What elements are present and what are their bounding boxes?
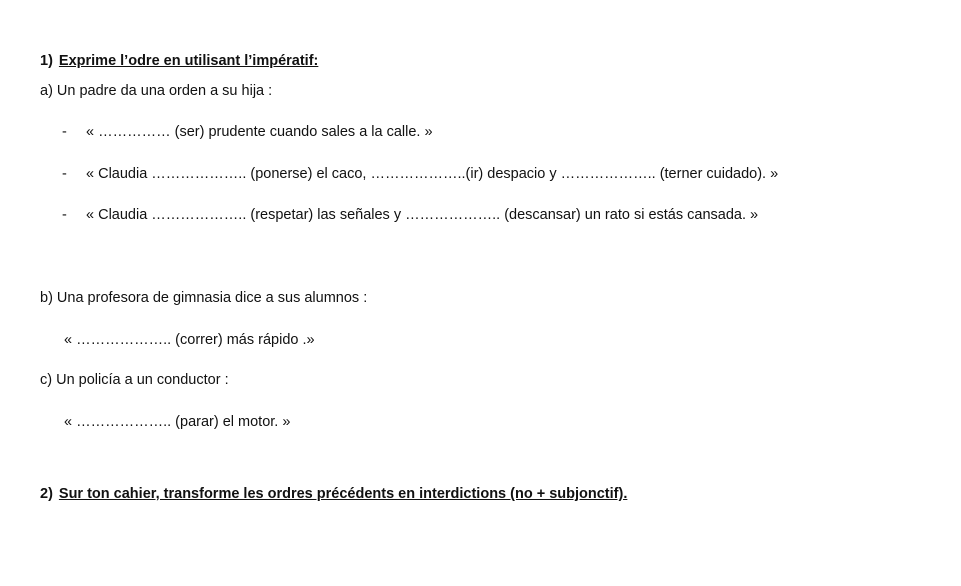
bullet-dash: - xyxy=(62,166,67,182)
section1-number: 1) xyxy=(40,53,53,69)
section1c-item: « ……………….. (parar) el motor. » xyxy=(64,414,291,430)
section1a-item-2 xyxy=(62,165,778,183)
section1-heading xyxy=(40,52,318,70)
exercise-sentence: « Claudia ……………….. (ponerse) el caco, ………………..(ir) despacio y ……………….. (terner cuidado). » xyxy=(86,166,779,182)
section1c-intro: c) Un policía a un conductor : xyxy=(40,372,229,388)
section2-heading xyxy=(40,485,627,503)
section1b-item: « ……………….. (correr) más rápido .» xyxy=(64,332,315,348)
exercise-sentence: « …………… (ser) prudente cuando sales a la calle. » xyxy=(86,124,433,140)
section1a-item-3 xyxy=(62,206,758,224)
section2-title: Sur ton cahier, transforme les ordres précédents en interdictions (no + subjonctif). xyxy=(58,486,628,502)
section1a-item-1 xyxy=(62,123,433,141)
section2-number: 2) xyxy=(40,486,53,502)
section1a-intro: a) Un padre da una orden a su hija : xyxy=(40,83,273,99)
section1-title: Exprime l’odre en utilisant l’impératif: xyxy=(58,53,319,69)
exercise-sentence: « Claudia ……………….. (respetar) las señales y ……………….. (descansar) un rato si estás cansada. » xyxy=(86,207,759,223)
bullet-dash: - xyxy=(62,124,67,140)
section1b-intro: b) Una profesora de gimnasia dice a sus alumnos : xyxy=(40,290,368,306)
bullet-dash: - xyxy=(62,207,67,223)
